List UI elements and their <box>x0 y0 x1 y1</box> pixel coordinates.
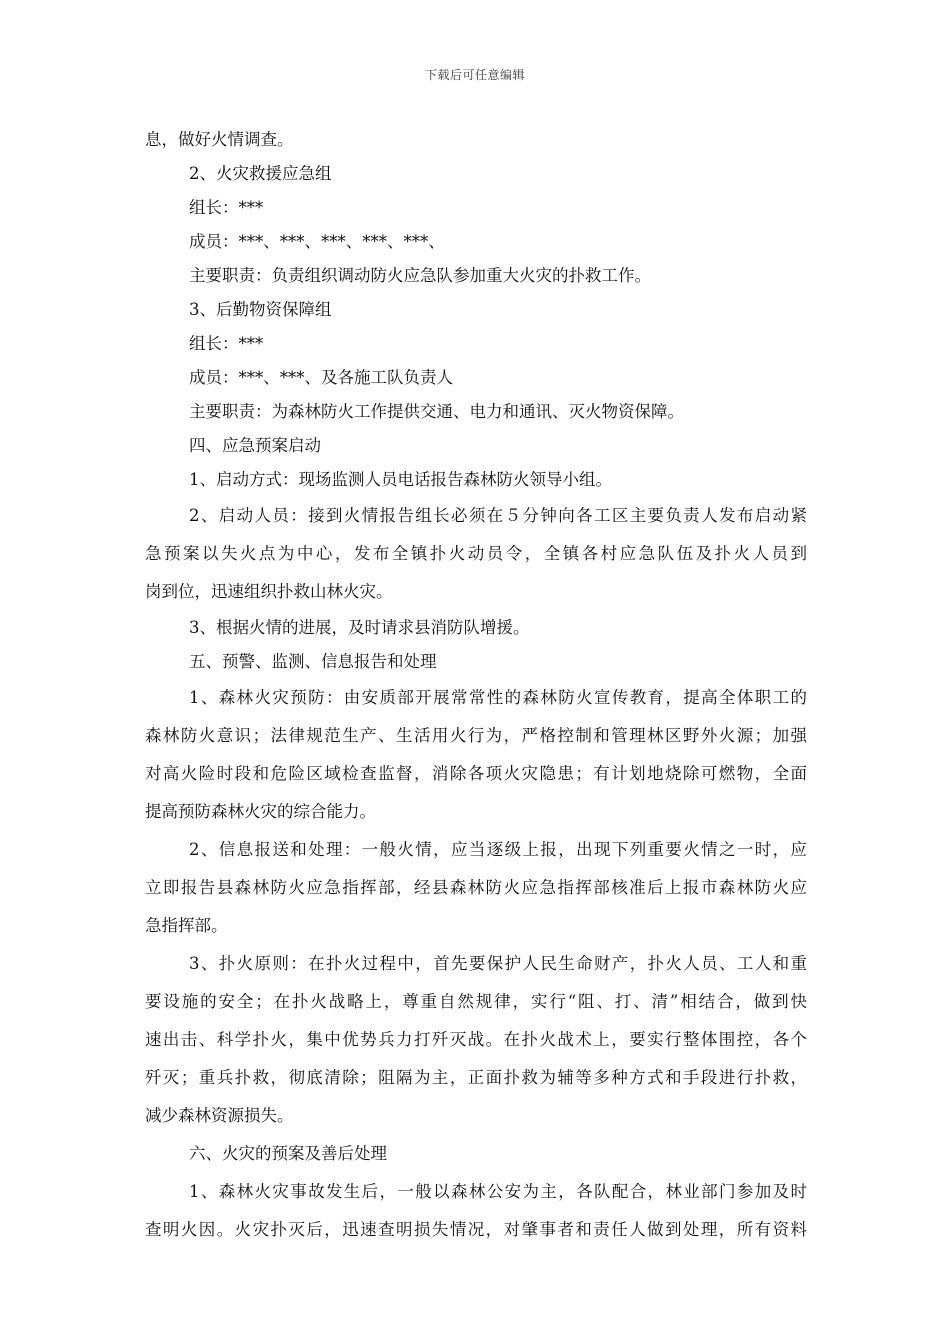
text-line: 主要职责：为森林防火工作提供交通、电力和通讯、灭火物资保障。 <box>189 402 684 421</box>
section-heading: 六、火灾的预案及善后处理 <box>189 1144 387 1163</box>
text-line: 查明火因。火灾扑灭后，迅速查明损失情况，对肇事者和责任人做到处理，所有资料 <box>145 1220 807 1239</box>
section-heading: 3、后勤物资保障组 <box>189 300 332 319</box>
text-line: 2、启动人员：接到火情报告组长必须在５分钟向各工区主要负责人发布启动紧 <box>189 506 807 525</box>
text-line: 息，做好火情调查。 <box>145 130 294 149</box>
text-line: 立即报告县森林防火应急指挥部，经县森林防火应急指挥部核准后上报市森林防火应 <box>145 878 807 897</box>
text-line: 对高火险时段和危险区域检查监督，消除各项火灾隐患；有计划地烧除可燃物，全面 <box>145 764 807 783</box>
text-line: 要设施的安全；在扑火战略上，尊重自然规律，实行“阻、打、清”相结合，做到快 <box>145 992 807 1011</box>
text-line: 1、森林火灾预防：由安质部开展常常性的森林防火宣传教育，提高全体职工的 <box>189 688 807 707</box>
text-line: 3、根据火情的进展，及时请求县消防队增援。 <box>189 618 530 637</box>
text-line: 组长：*** <box>189 334 264 353</box>
section-heading: 五、预警、监测、信息报告和处理 <box>189 652 437 671</box>
text-line: 主要职责：负责组织调动防火应急队参加重大火灾的扑救工作。 <box>189 266 651 285</box>
section-heading: 四、应急预案启动 <box>189 436 321 455</box>
text-line: 岗到位，迅速组织扑救山林火灾。 <box>145 582 393 601</box>
text-line: 速出击、科学扑火，集中优势兵力打歼灭战。在扑火战术上，要实行整体围控，各个 <box>145 1030 807 1049</box>
text-line: 急指挥部。 <box>145 916 228 935</box>
text-line: 提高预防森林火灾的综合能力。 <box>145 802 376 821</box>
text-line: 3、扑火原则：在扑火过程中，首先要保护人民生命财产，扑火人员、工人和重 <box>189 954 807 973</box>
text-line: 成员：***、***、***、***、***、 <box>189 232 445 251</box>
text-line: 森林防火意识；法律规范生产、生活用火行为，严格控制和管理林区野外火源；加强 <box>145 726 807 745</box>
text-line: 组长：*** <box>189 198 264 217</box>
text-line: 急预案以失火点为中心，发布全镇扑火动员令，全镇各村应急队伍及扑火人员到 <box>145 544 807 563</box>
text-line: 2、信息报送和处理：一般火情，应当逐级上报，出现下列重要火情之一时，应 <box>189 840 807 859</box>
text-line: 歼灭；重兵扑救，彻底清除；阻隔为主，正面扑救为辅等多种方式和手段进行扑救， <box>145 1068 807 1087</box>
document-body <box>145 123 807 1249</box>
text-line: 成员：***、***、及各施工队负责人 <box>189 368 453 387</box>
page-header-watermark: 下载后可任意编辑 <box>424 68 525 82</box>
text-line: 减少森林资源损失。 <box>145 1106 294 1125</box>
section-heading: 2、火灾救援应急组 <box>189 164 332 183</box>
text-line: 1、森林火灾事故发生后，一般以森林公安为主，各队配合，林业部门参加及时 <box>189 1182 807 1201</box>
text-line: 1、启动方式：现场监测人员电话报告森林防火领导小组。 <box>189 470 612 489</box>
